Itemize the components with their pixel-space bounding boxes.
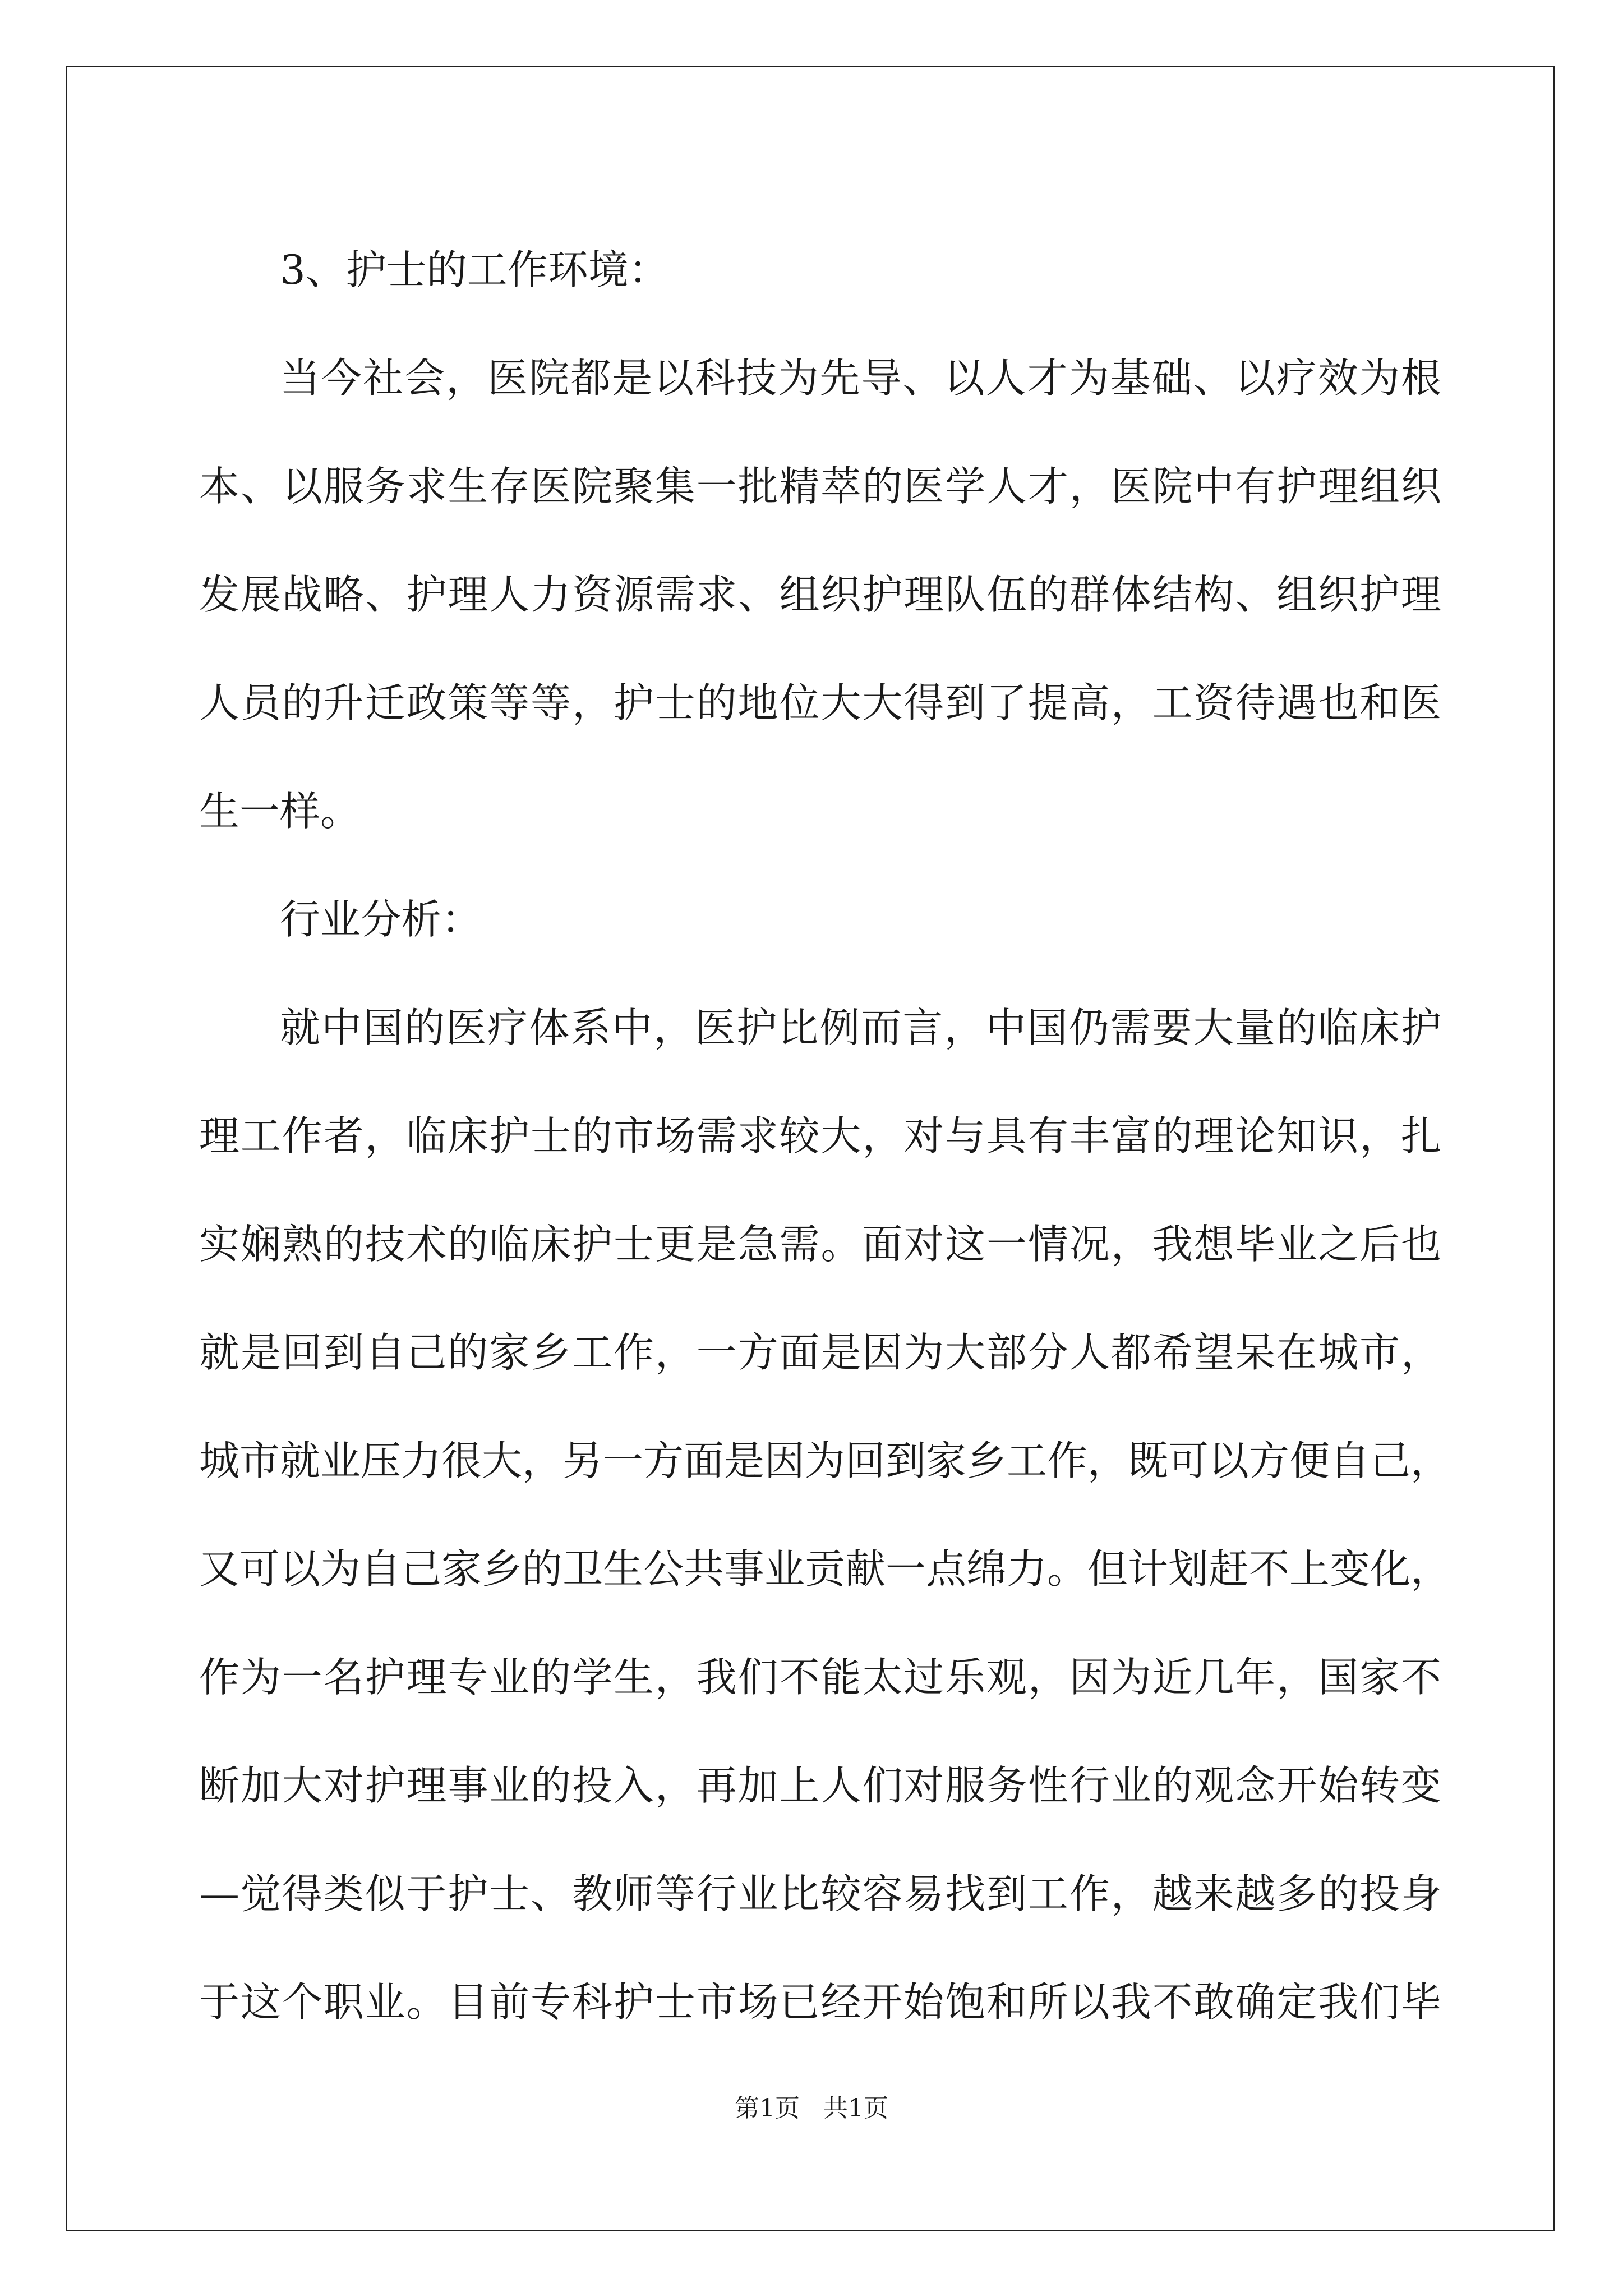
text-line: 就中国的医疗体系中，医护比例而言，中国仍需要大量的临床护 xyxy=(280,1004,1441,1051)
text-line: 又可以为自己家乡的卫生公共事业贡献一点绵力。但计划赶不上变化， xyxy=(199,1545,1451,1593)
text-line: 当今社会，医院都是以科技为先导、以人才为基础、以疗效为根 xyxy=(280,355,1441,402)
text-line: 本、以服务求生存医院聚集一批精萃的医学人才，医院中有护理组织 xyxy=(199,463,1441,510)
text-line: 发展战略、护理人力资源需求、组织护理队伍的群体结构、组织护理 xyxy=(199,571,1441,618)
text-line: 生一样。 xyxy=(199,788,361,835)
text-line: 于这个职业。目前专科护士市场已经开始饱和所以我不敢确定我们毕 xyxy=(199,1978,1441,2026)
text-line: 就是回到自己的家乡工作，一方面是因为大部分人都希望呆在城市， xyxy=(199,1329,1441,1376)
text-line: 断加大对护理事业的投入，再加上人们对服务性行业的观念开始转变 xyxy=(199,1762,1441,1809)
text-line: —觉得类似于护士、教师等行业比较容易找到工作，越来越多的投身 xyxy=(199,1870,1441,1917)
text-line: 实娴熟的技术的临床护士更是急需。面对这一情况，我想毕业之后也 xyxy=(199,1221,1441,1268)
text-line: 理工作者，临床护士的市场需求较大，对与具有丰富的理论知识，扎 xyxy=(199,1112,1441,1159)
document-body xyxy=(199,216,1451,2056)
page-footer: 第1页 共1页 xyxy=(735,2094,888,2123)
text-line: 3、护士的工作环境： xyxy=(280,246,669,293)
text-line: 城市就业压力很大，另一方面是因为回到家乡工作，既可以方便自己， xyxy=(199,1437,1451,1484)
text-line: 人员的升迁政策等等，护士的地位大大得到了提高，工资待遇也和医 xyxy=(199,679,1441,726)
text-line: 作为一名护理专业的学生，我们不能太过乐观，因为近几年，国家不 xyxy=(199,1654,1441,1701)
text-line: 行业分析： xyxy=(280,896,482,943)
